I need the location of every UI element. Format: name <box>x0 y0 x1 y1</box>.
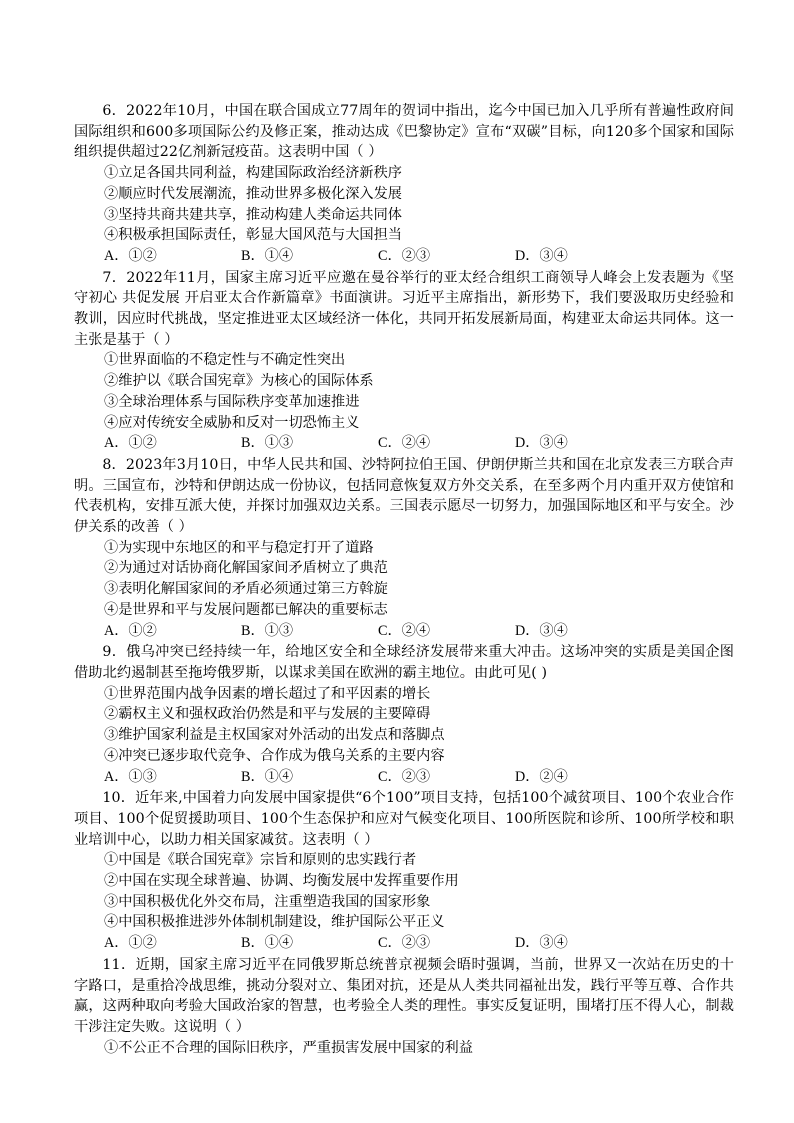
answer-choices <box>74 767 734 788</box>
choice-d: D．③④ <box>515 935 568 952</box>
answer-choices <box>74 433 734 454</box>
statement-option: ②中国在实现全球普遍、协调、均衡发展中发挥重要作用 <box>104 873 459 890</box>
statement-option: ④冲突已逐步取代竞争、合作成为俄乌关系的主要内容 <box>104 747 445 764</box>
statement-option: ②顺应时代发展潮流，推动世界多极化深入发展 <box>104 185 402 202</box>
statement-option: ①为实现中东地区的和平与稳定打开了道路 <box>104 539 374 556</box>
question-7 <box>74 268 734 454</box>
choice-c: C．②③ <box>378 935 431 952</box>
choice-a: A．①② <box>104 435 157 452</box>
statement-option: ④积极承担国际责任，彰显大国风范与大国担当 <box>104 227 402 244</box>
choice-c: C．②③ <box>378 768 431 785</box>
choice-d: D．③④ <box>515 247 568 264</box>
choice-b: B．①④ <box>241 935 294 952</box>
choice-a: A．①② <box>104 935 157 952</box>
question-9 <box>74 642 734 787</box>
statement-option: ③维护国家利益是主权国家对外活动的出发点和落脚点 <box>104 727 445 744</box>
choice-b: B．①④ <box>241 768 294 785</box>
question-10 <box>74 788 734 954</box>
answer-choices <box>74 246 734 267</box>
choice-b: B．①④ <box>241 247 294 264</box>
statement-option: ②维护以《联合国宪章》为核心的国际体系 <box>104 373 374 390</box>
choice-c: C．②④ <box>378 622 431 639</box>
statement-option: ①世界面临的不稳定性与不确定性突出 <box>104 352 346 369</box>
question-stem: 9．俄乌冲突已经持续一年，给地区安全和全球经济发展带来重大冲击。这场冲突的实质是美国企图借助北约遏制甚至拖垮俄罗斯，以谋求美国在欧洲的霸主地位。由此可见( ) <box>74 644 734 681</box>
choice-a: A．①② <box>104 622 157 639</box>
statement-option: ④中国积极推进涉外体制机制建设，维护国际公平正义 <box>104 914 445 931</box>
choice-d: D．③④ <box>515 435 568 452</box>
choice-c: C．②④ <box>378 435 431 452</box>
statement-option: ①立足各国共同利益，构建国际政治经济新秩序 <box>104 165 402 182</box>
question-stem: 11．近期，国家主席习近平在同俄罗斯总统普京视频会晤时强调，当前，世界又一次站在历史的十字路口，是重拾冷战思维，挑动分裂对立、集团对抗，还是从人类共同福祉出发，践行平等互尊、合作共赢，这两种取向考验大国政治家的智慧，也考验全人类的理性。事实反复证明，围堵打压不得人心，制裁干涉注定失败。这说明（ ） <box>74 956 734 1035</box>
question-stem: 8．2023年3月10日，中华人民共和国、沙特阿拉伯王国、伊朗伊斯兰共和国在北京发表三方联合声明。三国宣布，沙特和伊朗达成一份协议，包括同意恢复双方外交关系，在至多两个月内重开双方使馆和代表机构，安排互派大使，并探讨加强双边关系。三国表示愿尽一切努力，加强国际地区和平与安全。沙伊关系的改善（ ） <box>74 456 734 536</box>
statement-option: ③全球治理体系与国际秩序变革加速推进 <box>104 393 360 410</box>
question-stem: 10．近年来,中国着力向发展中国家提供“6个100”项目支持，包括100个减贫项目、100个农业合作项目、100个促贸援助项目、100个生态保护和应对气候变化项目、100所医院和诊所、100所学校和职业培训中心，以助力相关国家减贫。这表明（ ） <box>74 790 734 848</box>
choice-c: C．②③ <box>378 247 431 264</box>
question-stem: 6．2022年10月，中国在联合国成立77周年的贺词中指出，迄今中国已加入几乎所有普遍性政府间国际组织和600多项国际公约及修正案，推动达成《巴黎协定》宣布“双碳”目标，向120多个国家和国际组织提供超过22亿剂新冠疫苗。这表明中国（ ） <box>74 103 734 161</box>
statement-option: ①中国是《联合国宪章》宗旨和原则的忠实践行者 <box>104 852 417 869</box>
question-8 <box>74 455 734 641</box>
choice-b: B．①③ <box>241 435 294 452</box>
statement-option: ④应对传统安全威胁和反对一切恐怖主义 <box>104 414 360 431</box>
statement-option: ③表明化解国家间的矛盾必须通过第三方斡旋 <box>104 581 388 598</box>
choice-d: D．③④ <box>515 622 568 639</box>
statement-option: ①不公正不合理的国际旧秩序，严重损害发展中国家的利益 <box>104 1039 473 1056</box>
question-6 <box>74 101 734 267</box>
choice-d: D．②④ <box>515 768 568 785</box>
exam-page <box>74 101 734 1058</box>
statement-option: ②为通过对话协商化解国家间矛盾树立了典范 <box>104 560 388 577</box>
statement-option: ①世界范围内战争因素的增长超过了和平因素的增长 <box>104 685 431 702</box>
statement-option: ②霸权主义和强权政治仍然是和平与发展的主要障碍 <box>104 706 431 723</box>
choice-b: B．①③ <box>241 622 294 639</box>
statement-option: ④是世界和平与发展问题都已解决的重要标志 <box>104 601 388 618</box>
question-11 <box>74 955 734 1059</box>
answer-choices <box>74 621 734 642</box>
question-stem: 7．2022年11月，国家主席习近平应邀在曼谷举行的亚太经合组织工商领导人峰会上发表题为《坚守初心 共促发展 开启亚太合作新篇章》书面演讲。习近平主席指出，新形势下，我们要汲取历史经验和教训，因应时代挑战，坚定推进亚太区域经济一体化，共同开拓发展新局面，构建亚太命运共同体。这一主张是基于（ ） <box>74 269 734 348</box>
choice-a: A．①② <box>104 247 157 264</box>
answer-choices <box>74 933 734 954</box>
statement-option: ③坚持共商共建共享，推动构建人类命运共同体 <box>104 206 402 223</box>
choice-a: A．①③ <box>104 768 157 785</box>
statement-option: ③中国积极优化外交布局，注重塑造我国的国家形象 <box>104 893 431 910</box>
